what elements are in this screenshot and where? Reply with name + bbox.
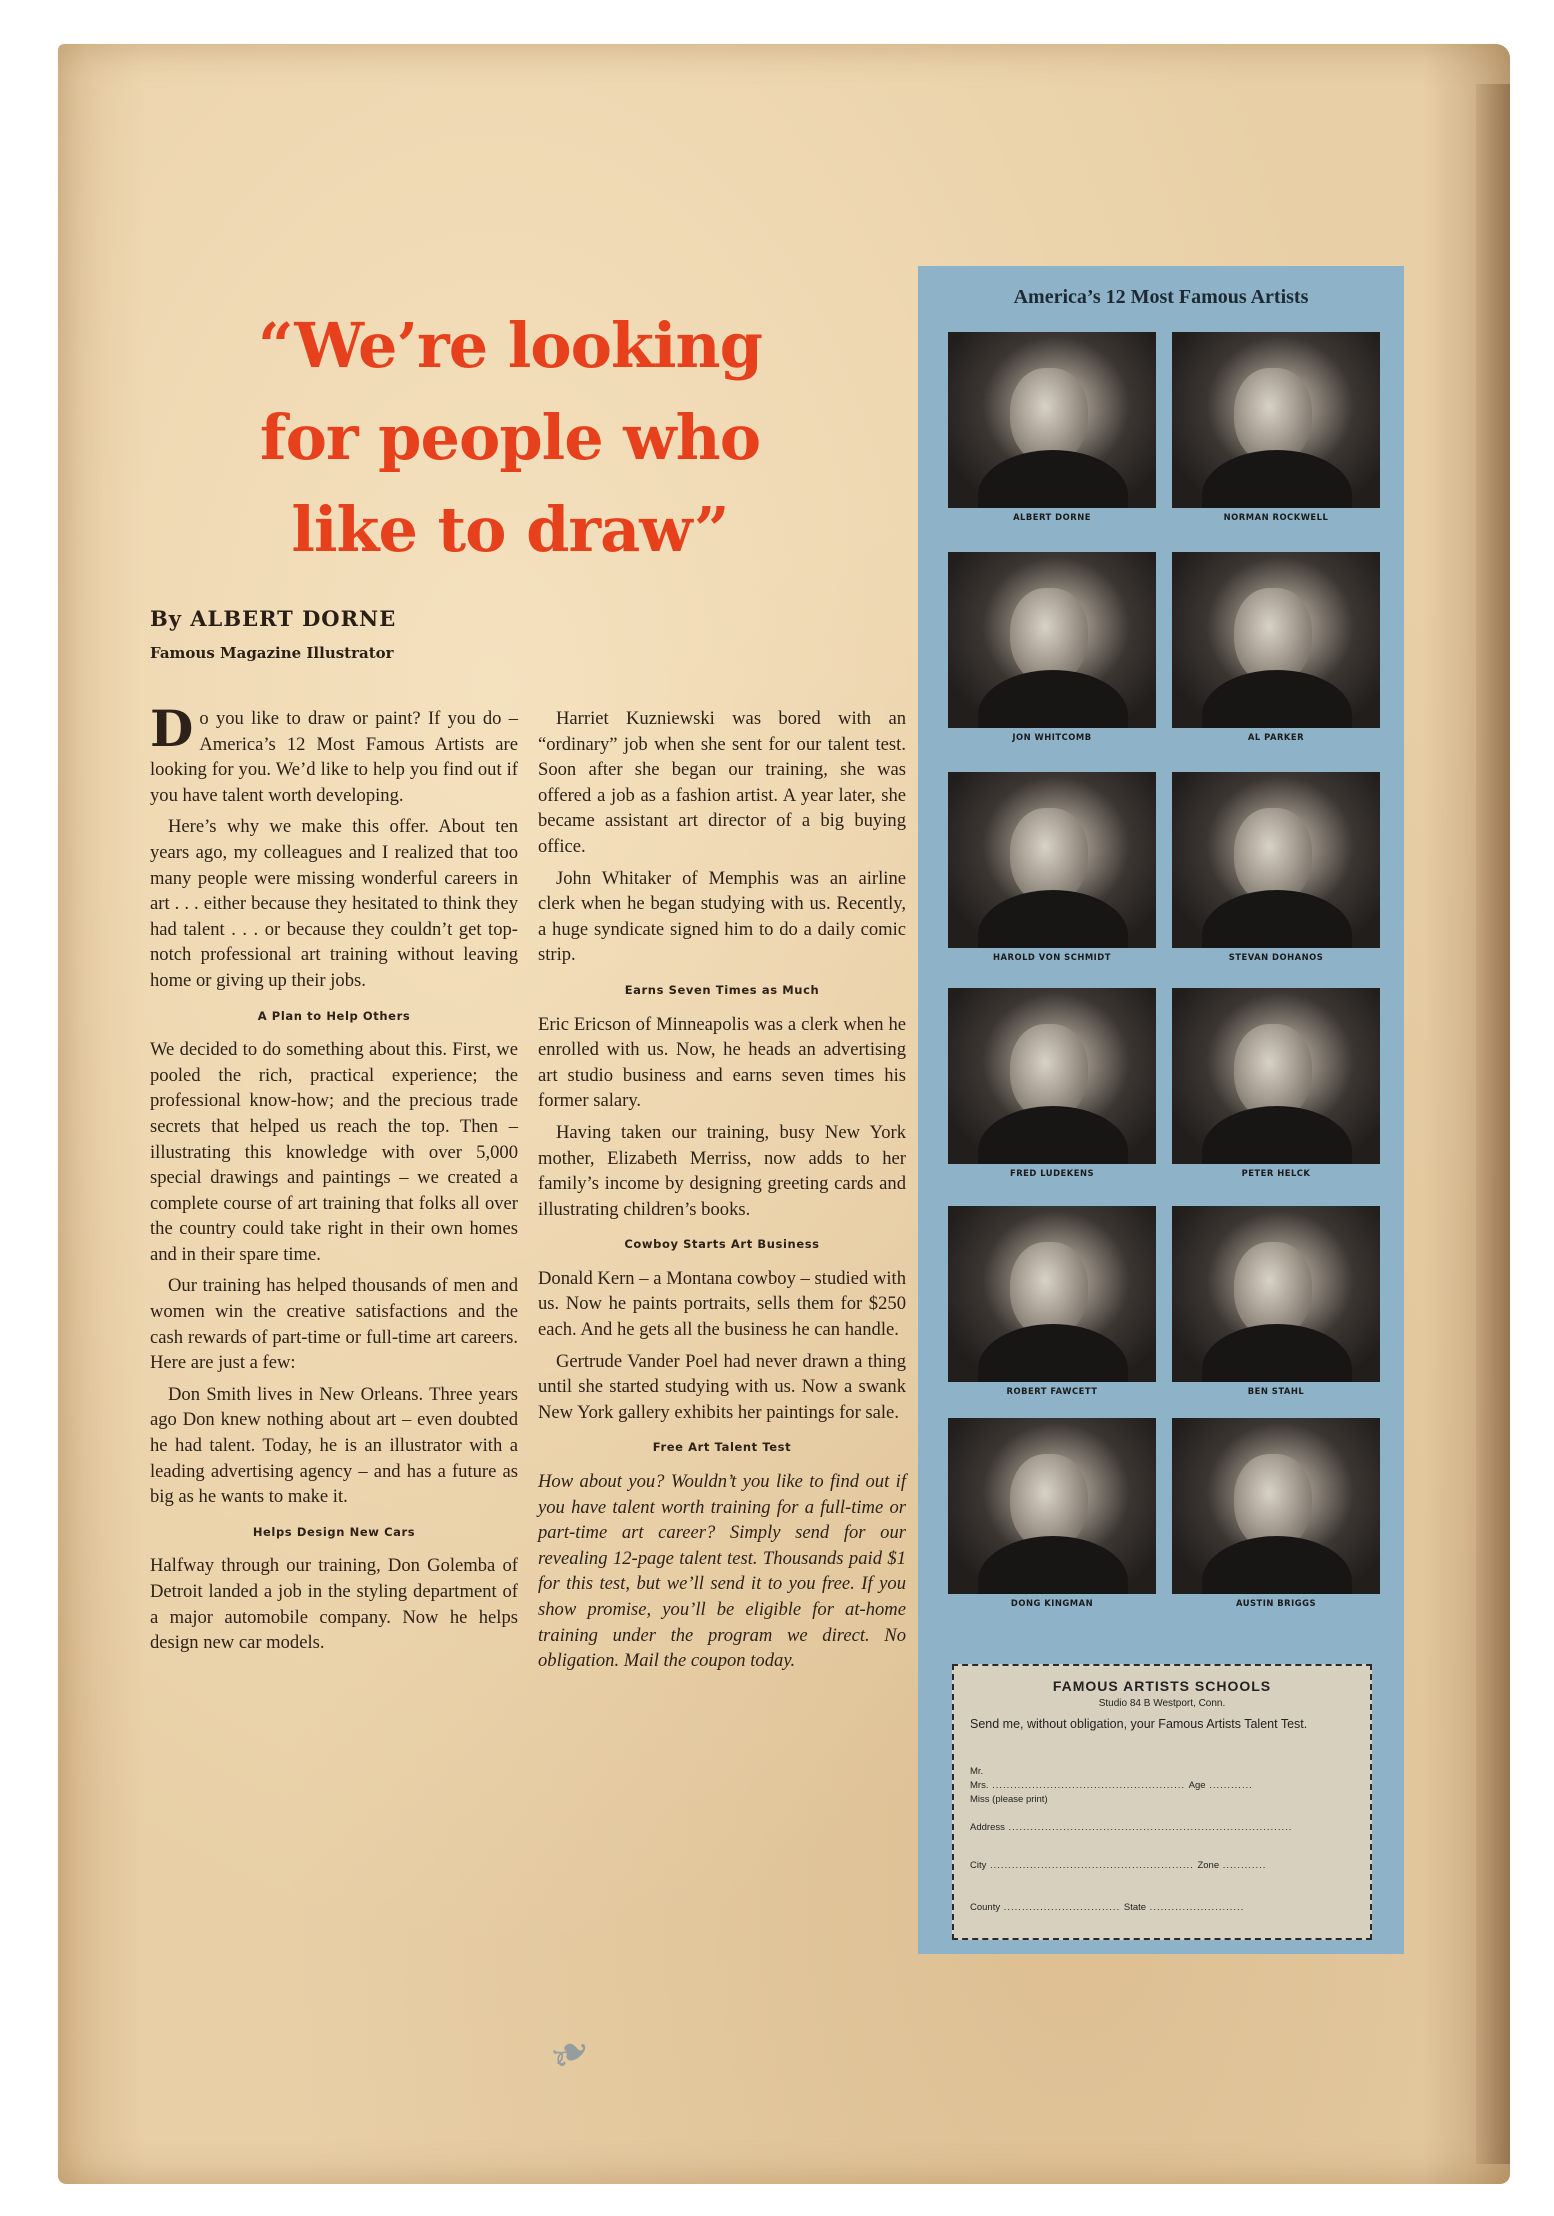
portrait-photo: [948, 988, 1156, 1164]
article-paragraph: Our training has helped thousands of men and women win the creative satisfactions and the cash rewards of part-time or full-time art careers. Here are just a few:: [150, 1275, 518, 1374]
subheading: Earns Seven Times as Much: [624, 982, 820, 997]
artist-name: DONG KINGMAN: [1010, 1598, 1094, 1608]
portrait-photo: [948, 772, 1156, 948]
coupon-school-name: FAMOUS ARTISTS SCHOOLS: [1052, 1678, 1272, 1694]
artist-portrait: [948, 1418, 1156, 1618]
headline-line-1: “We’re looking: [258, 309, 762, 382]
coupon-field-miss[interactable]: Miss (please print): [970, 1794, 1048, 1805]
byline-subtitle: Famous Magazine Illustrator: [150, 644, 394, 662]
portrait-photo: [1172, 552, 1380, 728]
coupon-studio-address: Studio 84 B Westport, Conn.: [1098, 1698, 1226, 1709]
artist-portrait: [1172, 1206, 1380, 1406]
portrait-photo: [1172, 988, 1380, 1164]
article-paragraph: Donald Kern – a Montana cowboy – studied with us. Now he paints portraits, sells them for $250 each. And he gets all the business he can handle.: [538, 1267, 906, 1341]
artist-portrait: [948, 1206, 1156, 1406]
headline: [170, 300, 850, 576]
coupon-request-text: Send me, without obligation, your Famous Artists Talent Test.: [970, 1717, 1308, 1731]
subheading: Cowboy Starts Art Business: [624, 1237, 820, 1252]
page-spine-edge: [1476, 84, 1510, 2164]
artist-name: STEVAN DOHANOS: [1228, 952, 1324, 962]
coupon-field-city[interactable]: City ........................................................ Zone ............: [970, 1860, 1267, 1871]
article-paragraph: Do you like to draw or paint? If you do – America’s 12 Most Famous Artists are looking for you. We’d like to help you find out if you have talent worth developing.: [150, 699, 518, 806]
artist-name: BEN STAHL: [1247, 1386, 1305, 1396]
artist-name: ROBERT FAWCETT: [1006, 1386, 1098, 1396]
artist-portrait: [948, 552, 1156, 752]
artist-name: PETER HELCK: [1241, 1168, 1311, 1178]
mail-in-coupon[interactable]: [952, 1664, 1372, 1940]
subheading: A Plan to Help Others: [257, 1008, 411, 1023]
sidebar-title: America’s 12 Most Famous Artists: [1013, 286, 1309, 308]
article-paragraph: John Whitaker of Memphis was an airline clerk when he began studying with us. Recently, a huge syndicate signed him to do a daily comic strip.: [538, 867, 906, 966]
artist-name: HAROLD VON SCHMIDT: [993, 952, 1111, 962]
article-paragraph: Halfway through our training, Don Golemba of Detroit landed a job in the styling department of a major automobile company. Now he helps design new car models.: [150, 1555, 518, 1654]
artist-portrait: [948, 988, 1156, 1188]
coupon-field-address[interactable]: Address ..............................................................................: [970, 1822, 1293, 1833]
subheading: Free Art Talent Test: [652, 1440, 792, 1455]
portrait-photo: [948, 332, 1156, 508]
artist-name: ALBERT DORNE: [1013, 512, 1091, 522]
artist-portrait: [948, 772, 1156, 972]
artist-portrait: [948, 332, 1156, 532]
portrait-photo: [1172, 1206, 1380, 1382]
article-paragraph: Harriet Kuzniewski was bored with an “ordinary” job when she sent for our talent test. Soon after she began our training, she was offered a job as a fashion artist. A year later, she became assistant art director of a big buying office.: [538, 708, 906, 857]
artist-portrait: [1172, 332, 1380, 532]
article-paragraph: Don Smith lives in New Orleans. Three years ago Don knew nothing about art – even doubted he had talent. Today, he is an illustrator with a leading advertising agency – and has a future as big as he wants to make it.: [150, 1383, 518, 1508]
article-column-2: [538, 706, 906, 1680]
article-paragraph: How about you? Wouldn’t you like to find out if you have talent worth training for a full-time or part-time art career? Simply send for our revealing 12-page talent test. Thousands paid $1 for this test, but we’ll send it to you free. If you show promise, you’ll be eligible for at-home training under the program we direct. No obligation. Mail the coupon today.: [538, 1471, 906, 1672]
drop-cap: D: [150, 699, 194, 758]
artist-portrait: [1172, 988, 1380, 1188]
portrait-photo: [948, 1206, 1156, 1382]
portrait-photo: [1172, 772, 1380, 948]
artist-portrait: [1172, 1418, 1380, 1618]
artist-name: NORMAN ROCKWELL: [1223, 512, 1329, 522]
subheading: Helps Design New Cars: [252, 1524, 416, 1539]
article-paragraph: Here’s why we make this offer. About ten years ago, my colleagues and I realized that too many people were missing wonderful careers in art . . . either because they hesitated to think they had talent . . . or because they couldn’t get top-notch professional art training without leaving home or giving up their jobs.: [150, 816, 518, 991]
article-paragraph: Gertrude Vander Poel had never drawn a thing until she started studying with us. Now a swank New York gallery exhibits her paintings for sale.: [538, 1350, 906, 1423]
ink-stain-mark: ❧: [540, 2020, 602, 2087]
byline: By ALBERT DORNE: [150, 606, 397, 631]
article-paragraph: Eric Ericson of Minneapolis was a clerk when he enrolled with us. Now, he heads an advertising art studio business and earns seven times his former salary.: [538, 1013, 906, 1112]
artist-portrait: [1172, 772, 1380, 972]
article-paragraph: We decided to do something about this. First, we pooled the rich, practical experience; the professional know-how; and the precious trade secrets that helped us reach the top. Then – illustrating this knowledge with over 5,000 special drawings and paintings – we created a complete course of art training that folks all over the country could take right in their own homes and in their spare time.: [150, 1039, 518, 1265]
artist-name: FRED LUDEKENS: [1009, 1168, 1095, 1178]
portrait-photo: [1172, 1418, 1380, 1594]
portrait-photo: [948, 1418, 1156, 1594]
artist-portrait: [1172, 552, 1380, 752]
coupon-field-county[interactable]: County ................................ State ..........................: [970, 1902, 1245, 1913]
portrait-photo: [1172, 332, 1380, 508]
article-column-1: [150, 699, 518, 1662]
headline-line-3: like to draw”: [291, 493, 729, 566]
coupon-field-name[interactable]: Mrs. ..................................................... Age ............: [970, 1780, 1253, 1791]
artist-name: AUSTIN BRIGGS: [1235, 1598, 1317, 1608]
headline-line-2: for people who: [259, 401, 761, 474]
portrait-photo: [948, 552, 1156, 728]
artist-name: AL PARKER: [1247, 732, 1305, 742]
artist-name: JON WHITCOMB: [1012, 732, 1092, 742]
coupon-field-title[interactable]: Mr.: [970, 1766, 984, 1777]
article-paragraph: Having taken our training, busy New York mother, Elizabeth Merriss, now adds to her family’s income by designing greeting cards and illustrating children’s books.: [538, 1121, 906, 1220]
